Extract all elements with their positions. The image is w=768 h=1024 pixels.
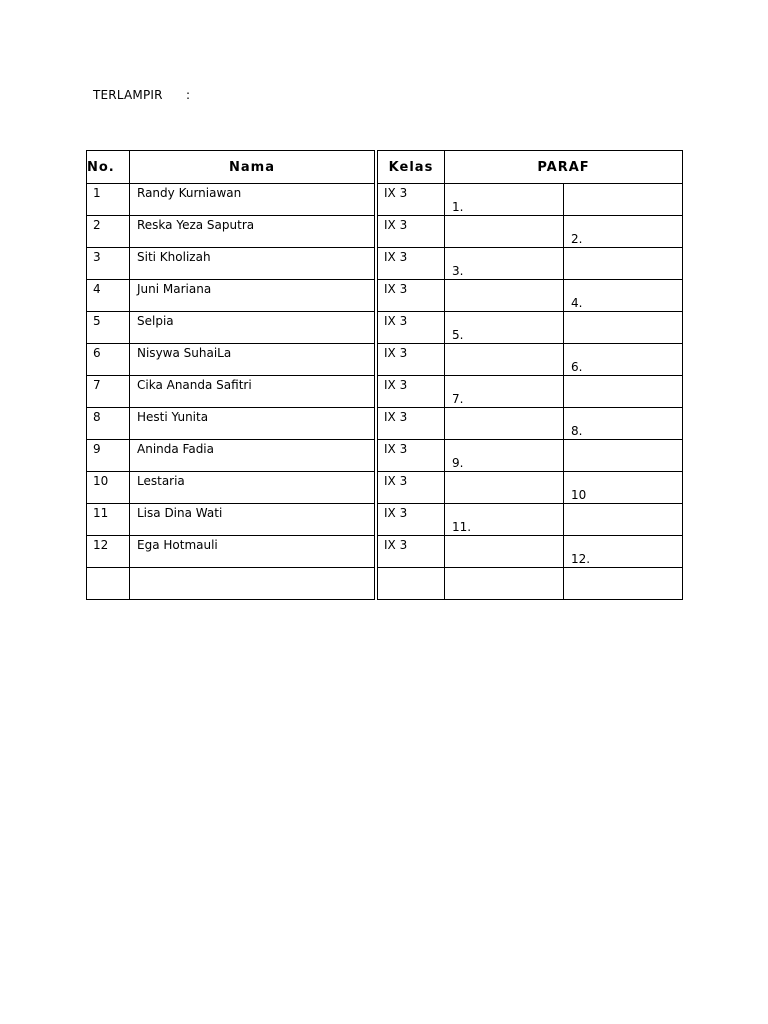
cell-kelas bbox=[378, 472, 445, 504]
cell-nama-text: Cika Ananda Safitri bbox=[137, 378, 252, 392]
table-row bbox=[87, 408, 683, 440]
cell-kelas-text: IX 3 bbox=[384, 314, 408, 328]
table-body bbox=[87, 184, 683, 600]
table-row bbox=[87, 376, 683, 408]
signature-number: 3. bbox=[452, 264, 464, 278]
cell-no-text: 6 bbox=[93, 346, 101, 360]
table-header-row bbox=[87, 151, 683, 184]
cell-no bbox=[87, 216, 130, 248]
cell-kelas-text: IX 3 bbox=[384, 410, 408, 424]
column-header-no: No. bbox=[87, 151, 130, 184]
cell-kelas-text: IX 3 bbox=[384, 378, 408, 392]
cell-paraf-right[interactable] bbox=[564, 376, 683, 408]
cell-no-text: 8 bbox=[93, 410, 101, 424]
cell-kelas-text: IX 3 bbox=[384, 186, 408, 200]
table-row bbox=[87, 472, 683, 504]
cell-nama-text: Reska Yeza Saputra bbox=[137, 218, 255, 232]
cell-paraf-left[interactable] bbox=[445, 184, 564, 216]
cell-nama-text: Selpia bbox=[137, 314, 174, 328]
signature-number: 5. bbox=[452, 328, 464, 342]
table-row bbox=[87, 568, 683, 600]
cell-paraf-left[interactable] bbox=[445, 376, 564, 408]
cell-kelas bbox=[378, 280, 445, 312]
cell-nama bbox=[130, 184, 375, 216]
cell-kelas-text: IX 3 bbox=[384, 474, 408, 488]
cell-kelas-text: IX 3 bbox=[384, 538, 408, 552]
cell-paraf-left[interactable] bbox=[445, 568, 564, 600]
cell-kelas bbox=[378, 408, 445, 440]
cell-paraf-left[interactable] bbox=[445, 312, 564, 344]
cell-nama bbox=[130, 280, 375, 312]
cell-nama bbox=[130, 440, 375, 472]
cell-nama bbox=[130, 216, 375, 248]
cell-kelas bbox=[378, 504, 445, 536]
signature-number: 8. bbox=[571, 424, 583, 438]
cell-kelas-text: IX 3 bbox=[384, 218, 408, 232]
cell-no bbox=[87, 536, 130, 568]
attachment-label: TERLAMPIR bbox=[93, 88, 163, 102]
cell-nama bbox=[130, 536, 375, 568]
cell-kelas bbox=[378, 216, 445, 248]
cell-kelas-text: IX 3 bbox=[384, 506, 408, 520]
cell-no bbox=[87, 504, 130, 536]
table-row bbox=[87, 280, 683, 312]
cell-paraf-right[interactable] bbox=[564, 248, 683, 280]
cell-no bbox=[87, 568, 130, 600]
cell-kelas bbox=[378, 312, 445, 344]
signature-number: 7. bbox=[452, 392, 464, 406]
cell-nama-text: Lisa Dina Wati bbox=[137, 506, 223, 520]
cell-kelas bbox=[378, 440, 445, 472]
cell-no bbox=[87, 440, 130, 472]
cell-nama bbox=[130, 248, 375, 280]
cell-nama-text: Lestaria bbox=[137, 474, 185, 488]
cell-kelas bbox=[378, 536, 445, 568]
cell-paraf-left[interactable] bbox=[445, 440, 564, 472]
cell-paraf-right[interactable] bbox=[564, 440, 683, 472]
cell-paraf-left[interactable] bbox=[445, 216, 564, 248]
cell-paraf-left[interactable] bbox=[445, 536, 564, 568]
cell-paraf-right[interactable] bbox=[564, 344, 683, 376]
cell-paraf-left[interactable] bbox=[445, 472, 564, 504]
cell-no bbox=[87, 248, 130, 280]
cell-kelas bbox=[378, 376, 445, 408]
signature-number: 11. bbox=[452, 520, 472, 534]
attendance-table bbox=[86, 150, 683, 600]
table-row bbox=[87, 184, 683, 216]
cell-nama-text: Ega Hotmauli bbox=[137, 538, 218, 552]
cell-paraf-left[interactable] bbox=[445, 344, 564, 376]
cell-paraf-right[interactable] bbox=[564, 312, 683, 344]
cell-no bbox=[87, 184, 130, 216]
cell-no-text: 4 bbox=[93, 282, 101, 296]
cell-kelas-text: IX 3 bbox=[384, 346, 408, 360]
cell-kelas bbox=[378, 248, 445, 280]
signature-number: 10 bbox=[571, 488, 587, 502]
cell-no-text: 5 bbox=[93, 314, 101, 328]
table-row bbox=[87, 504, 683, 536]
cell-no-text: 10 bbox=[93, 474, 109, 488]
cell-kelas-text: IX 3 bbox=[384, 442, 408, 456]
cell-kelas bbox=[378, 344, 445, 376]
cell-kelas bbox=[378, 184, 445, 216]
cell-nama-text: Randy Kurniawan bbox=[137, 186, 242, 200]
signature-number: 1. bbox=[452, 200, 464, 214]
cell-nama bbox=[130, 408, 375, 440]
cell-no bbox=[87, 408, 130, 440]
attachment-colon: : bbox=[186, 88, 191, 102]
cell-paraf-right[interactable] bbox=[564, 280, 683, 312]
cell-kelas bbox=[378, 568, 445, 600]
signature-number: 12. bbox=[571, 552, 591, 566]
signature-number: 2. bbox=[571, 232, 583, 246]
signature-number: 6. bbox=[571, 360, 583, 374]
cell-no-text: 2 bbox=[93, 218, 101, 232]
cell-paraf-right[interactable] bbox=[564, 504, 683, 536]
cell-nama-text: Nisywa SuhaiLa bbox=[137, 346, 232, 360]
cell-no-text: 7 bbox=[93, 378, 101, 392]
cell-paraf-left[interactable] bbox=[445, 280, 564, 312]
cell-nama-text: Juni Mariana bbox=[137, 282, 212, 296]
cell-kelas-text: IX 3 bbox=[384, 282, 408, 296]
cell-no bbox=[87, 312, 130, 344]
cell-no bbox=[87, 376, 130, 408]
cell-nama-text: Hesti Yunita bbox=[137, 410, 209, 424]
cell-nama bbox=[130, 568, 375, 600]
signature-number: 9. bbox=[452, 456, 464, 470]
attachment-heading bbox=[93, 88, 191, 102]
table-row bbox=[87, 344, 683, 376]
table-row bbox=[87, 216, 683, 248]
cell-nama-text: Siti Kholizah bbox=[137, 250, 211, 264]
table-row bbox=[87, 312, 683, 344]
cell-no-text: 12 bbox=[93, 538, 109, 552]
column-header-paraf: PARAF bbox=[445, 151, 683, 184]
cell-paraf-right[interactable] bbox=[564, 184, 683, 216]
cell-kelas-text: IX 3 bbox=[384, 250, 408, 264]
table-row bbox=[87, 536, 683, 568]
cell-nama bbox=[130, 472, 375, 504]
cell-no-text: 1 bbox=[93, 186, 101, 200]
cell-no bbox=[87, 344, 130, 376]
table-row bbox=[87, 440, 683, 472]
cell-no bbox=[87, 472, 130, 504]
signature-number: 4. bbox=[571, 296, 583, 310]
cell-paraf-left[interactable] bbox=[445, 248, 564, 280]
cell-nama bbox=[130, 344, 375, 376]
cell-paraf-right[interactable] bbox=[564, 216, 683, 248]
cell-no-text: 9 bbox=[93, 442, 101, 456]
column-header-kelas: Kelas bbox=[378, 151, 445, 184]
cell-no bbox=[87, 280, 130, 312]
cell-paraf-left[interactable] bbox=[445, 408, 564, 440]
cell-paraf-right[interactable] bbox=[564, 568, 683, 600]
cell-paraf-right[interactable] bbox=[564, 472, 683, 504]
cell-nama bbox=[130, 504, 375, 536]
cell-nama bbox=[130, 312, 375, 344]
cell-no-text: 11 bbox=[93, 506, 109, 520]
cell-nama-text: Aninda Fadia bbox=[137, 442, 214, 456]
column-header-nama: Nama bbox=[130, 151, 375, 184]
cell-paraf-right[interactable] bbox=[564, 536, 683, 568]
cell-no-text: 3 bbox=[93, 250, 101, 264]
cell-paraf-left[interactable] bbox=[445, 504, 564, 536]
table-row bbox=[87, 248, 683, 280]
cell-paraf-right[interactable] bbox=[564, 408, 683, 440]
cell-nama bbox=[130, 376, 375, 408]
